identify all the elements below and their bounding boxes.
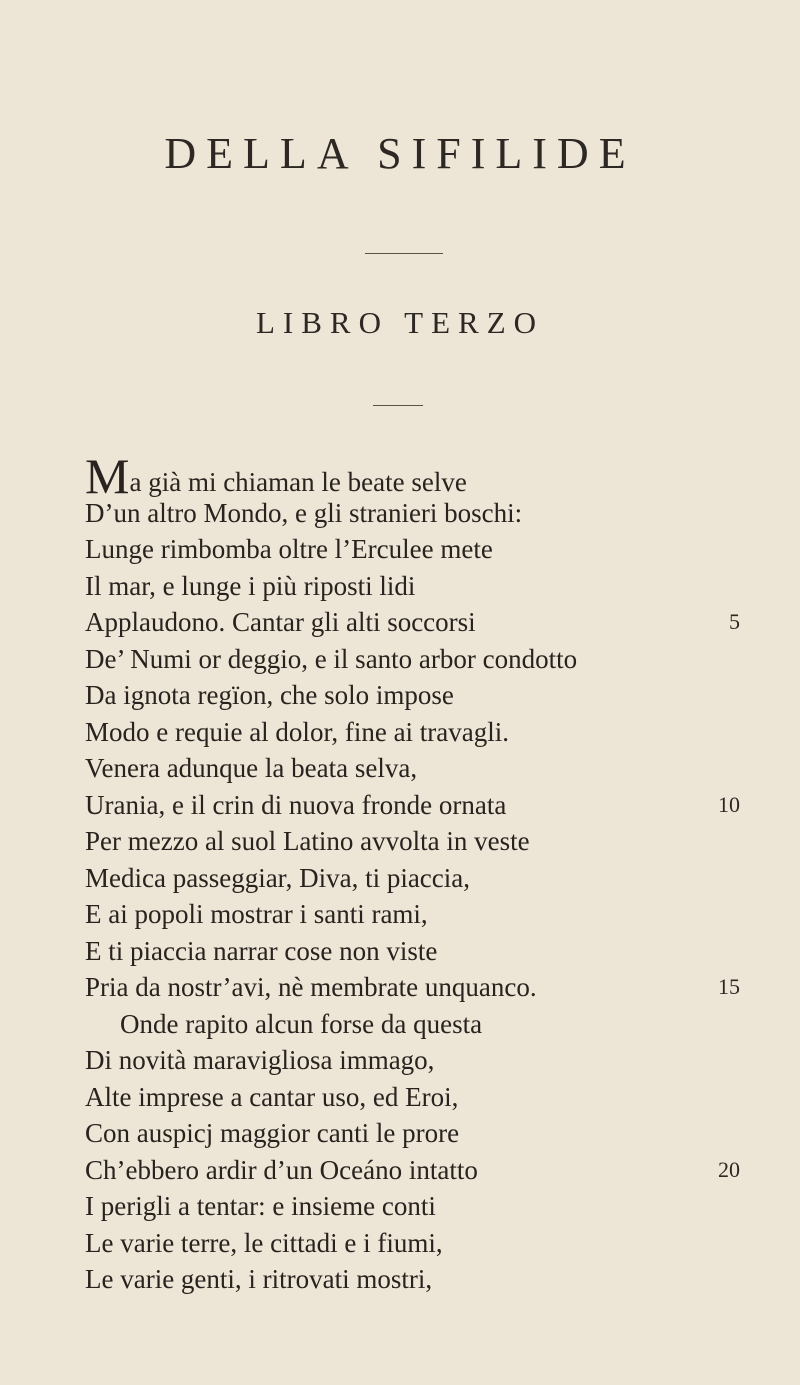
verse-line: I perigli a tentar: e insieme conti <box>85 1191 436 1221</box>
verse-line: Applaudono. Cantar gli alti soccorsi <box>85 607 476 637</box>
verse-line: Per mezzo al suol Latino avvolta in veste <box>85 826 530 856</box>
verse-line: E ai popoli mostrar i santi rami, <box>85 899 428 929</box>
verse-line: Venera adunque la beata selva, <box>85 753 418 783</box>
verse-line-text: a già mi chiaman le beate selve <box>129 467 467 497</box>
verse-line: Di novità maravigliosa immago, <box>85 1045 435 1075</box>
verse-line: De’ Numi or deggio, e il santo arbor condotto <box>85 643 578 674</box>
verse-line: Alte imprese a cantar uso, ed Eroi, <box>85 1081 459 1112</box>
book-heading: LIBRO TERZO <box>255 305 545 340</box>
line-number: 20 <box>718 1156 740 1182</box>
verse-line: Modo e requie al dolor, fine ai travagli. <box>85 716 510 747</box>
verse-line: Con auspicj maggior canti le prore <box>85 1118 460 1148</box>
line-number: 15 <box>718 974 740 999</box>
verse-line: Medica passeggiar, Diva, ti piaccia, <box>85 862 471 893</box>
verse-line: Le varie terre, le cittadi e i fiumi, <box>85 1227 443 1258</box>
verse-line: Pria da nostr’avi, nè membrate unquanco. <box>85 972 537 1002</box>
heading-rule <box>373 405 423 406</box>
verse-line: Il mar, e lunge i più riposti lidi <box>85 570 416 601</box>
title-rule <box>365 253 443 254</box>
work-title: DELLA SIFILIDE <box>164 129 636 178</box>
verse-line: Urania, e il crin di nuova fronde ornata <box>85 789 507 820</box>
verse-line: Lunge rimbomba oltre l’Erculee mete <box>85 534 493 564</box>
verse-line: E ti piaccia narrar cose non viste <box>85 935 438 966</box>
verse-line <box>85 448 467 504</box>
verse-line: Onde rapito alcun forse da questa <box>120 1008 483 1039</box>
line-number: 5 <box>729 609 740 634</box>
verse-line: Da ignota regïon, che solo impose <box>85 680 454 710</box>
verse-line: Le varie genti, i ritrovati mostri, <box>85 1264 433 1294</box>
verse-line: Ch’ebbero ardir d’un Oceáno intatto <box>85 1154 478 1185</box>
verse-line: D’un altro Mondo, e gli stranieri boschi: <box>85 497 523 528</box>
line-number: 10 <box>718 791 740 817</box>
drop-cap: M <box>85 448 130 504</box>
